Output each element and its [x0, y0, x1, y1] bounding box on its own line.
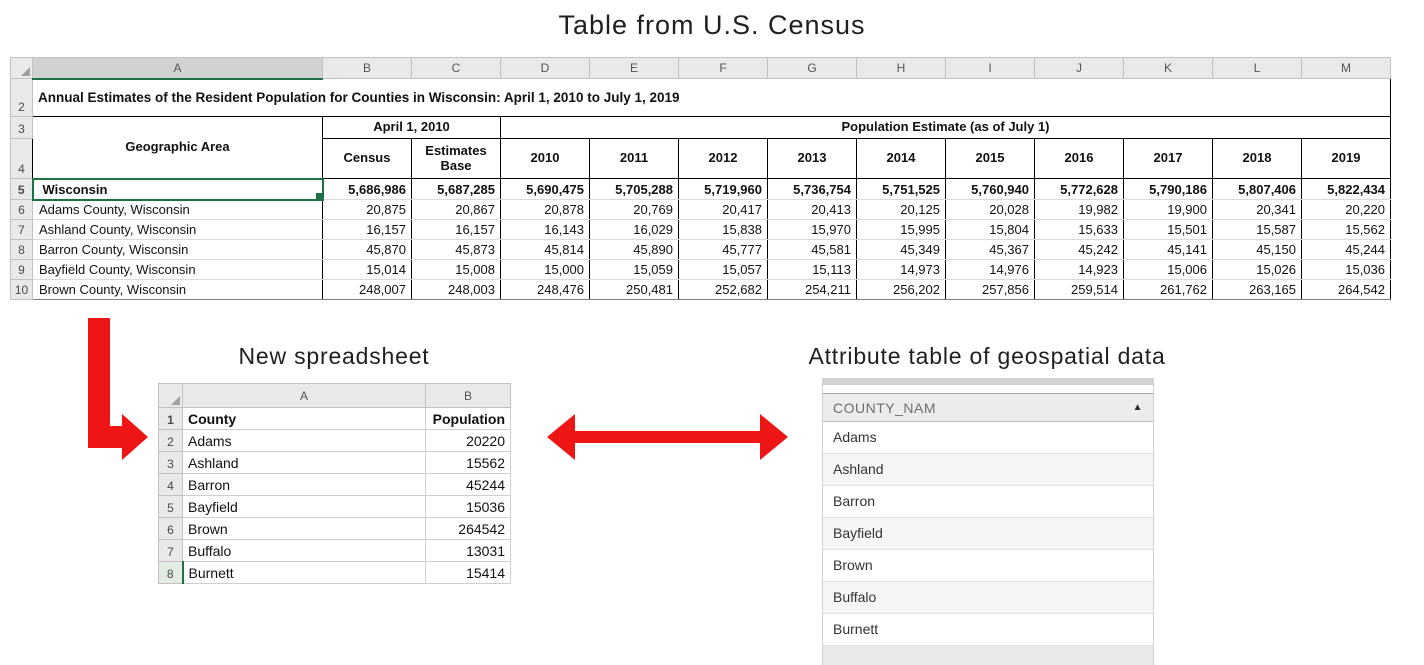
cell[interactable]: County [183, 408, 426, 430]
column-header-label: COUNTY_NAM [833, 399, 937, 416]
list-item-buffalo[interactable]: Buffalo [823, 582, 1153, 614]
table-row-barron [11, 240, 1391, 260]
cell[interactable]: 45,873 [412, 240, 501, 260]
cell[interactable]: 248,007 [323, 280, 412, 300]
row-number[interactable]: 6 [159, 518, 183, 540]
table-row-bayfield [159, 496, 511, 518]
column-header-A[interactable]: A [183, 384, 426, 408]
row-number[interactable]: 4 [159, 474, 183, 496]
cell[interactable]: 5,719,960 [679, 179, 768, 200]
cell[interactable]: 45,242 [1035, 240, 1124, 260]
selected-cell-wisconsin[interactable] [33, 179, 323, 200]
cell[interactable]: 15,026 [1213, 260, 1302, 280]
cell[interactable]: 45,244 [1302, 240, 1391, 260]
select-all-corner[interactable] [159, 384, 183, 408]
cell[interactable]: 5,760,940 [946, 179, 1035, 200]
table-row-wisconsin [11, 179, 1391, 200]
row-number[interactable]: 2 [11, 79, 33, 117]
cell[interactable]: 20220 [426, 430, 511, 452]
column-header-C[interactable]: C [412, 58, 501, 79]
table-row-bayfield [11, 260, 1391, 280]
cell[interactable]: 16,143 [501, 220, 590, 240]
census-title-row [11, 79, 1391, 117]
new-spreadsheet-title: New spreadsheet [238, 343, 430, 369]
column-header-K[interactable]: K [1124, 58, 1213, 79]
new-spreadsheet-table [158, 383, 511, 584]
year-header-cell[interactable]: 2014 [857, 139, 946, 179]
cell[interactable]: 5,751,525 [857, 179, 946, 200]
flow-arrow-down-right [82, 318, 157, 465]
cell[interactable]: 20,341 [1213, 200, 1302, 220]
year-header-cell[interactable]: 2012 [679, 139, 768, 179]
census-caption-cell[interactable]: Annual Estimates of the Resident Population for Counties in Wisconsin: April 1, 2010 to July 1, 2019 [33, 79, 1391, 117]
cell[interactable]: Barron County, Wisconsin [33, 240, 323, 260]
cell[interactable]: 15036 [426, 496, 511, 518]
table-row-brown [159, 518, 511, 540]
cell[interactable]: 5,687,285 [412, 179, 501, 200]
cell[interactable]: 20,220 [1302, 200, 1391, 220]
county-nam-column-header[interactable] [823, 393, 1153, 422]
cell[interactable]: 15562 [426, 452, 511, 474]
cell[interactable]: 256,202 [857, 280, 946, 300]
cell[interactable]: 264542 [426, 518, 511, 540]
cell[interactable]: 14,973 [857, 260, 946, 280]
spreadsheet-column-header-row [159, 384, 511, 408]
cell[interactable]: 20,413 [768, 200, 857, 220]
cell[interactable]: Ashland [183, 452, 426, 474]
cell[interactable]: 15,995 [857, 220, 946, 240]
row-number[interactable]: 4 [11, 139, 33, 179]
cell[interactable]: 20,875 [323, 200, 412, 220]
sort-ascending-icon[interactable]: ▲ [1132, 402, 1143, 413]
cell[interactable]: 250,481 [590, 280, 679, 300]
list-item-burnett[interactable]: Burnett [823, 614, 1153, 646]
cell[interactable]: 20,878 [501, 200, 590, 220]
cell[interactable]: Barron [183, 474, 426, 496]
row-number[interactable]: 1 [159, 408, 183, 430]
year-header-cell[interactable]: 2010 [501, 139, 590, 179]
cell[interactable]: Bayfield County, Wisconsin [33, 260, 323, 280]
cell[interactable]: Brown [183, 518, 426, 540]
cell[interactable]: 5,705,288 [590, 179, 679, 200]
list-item-ashland[interactable]: Ashland [823, 454, 1153, 486]
cell[interactable]: 45244 [426, 474, 511, 496]
cell[interactable]: 5,790,186 [1124, 179, 1213, 200]
cell[interactable]: 263,165 [1213, 280, 1302, 300]
column-header-D[interactable]: D [501, 58, 590, 79]
year-header-cell[interactable]: 2019 [1302, 139, 1391, 179]
attribute-table-title: Attribute table of geospatial data [808, 343, 1166, 369]
cell[interactable]: 248,476 [501, 280, 590, 300]
cell[interactable]: 13031 [426, 540, 511, 562]
row-number[interactable]: 3 [11, 117, 33, 139]
cell[interactable]: 15,113 [768, 260, 857, 280]
cell[interactable]: 15,014 [323, 260, 412, 280]
select-all-triangle-icon [21, 67, 30, 76]
attribute-panel-gap [823, 385, 1153, 393]
cell[interactable]: 264,542 [1302, 280, 1391, 300]
cell[interactable]: 14,976 [946, 260, 1035, 280]
year-header-cell[interactable]: 2016 [1035, 139, 1124, 179]
cell[interactable]: 16,157 [323, 220, 412, 240]
cell[interactable]: 16,157 [412, 220, 501, 240]
table-row-burnett [159, 562, 511, 584]
estimates-base-header-cell[interactable]: Estimates Base [412, 139, 501, 179]
cell[interactable]: 15,970 [768, 220, 857, 240]
list-item-brown[interactable]: Brown [823, 550, 1153, 582]
table-row-brown [11, 280, 1391, 300]
census-header-cell[interactable]: Census [323, 139, 412, 179]
table-row-buffalo [159, 540, 511, 562]
cell[interactable]: 45,814 [501, 240, 590, 260]
table-row-barron [159, 474, 511, 496]
column-header-G[interactable]: G [768, 58, 857, 79]
cell[interactable]: 19,982 [1035, 200, 1124, 220]
year-header-cell[interactable]: 2017 [1124, 139, 1213, 179]
cell[interactable]: Adams County, Wisconsin [33, 200, 323, 220]
row-number[interactable]: 8 [159, 562, 183, 584]
row-number[interactable]: 6 [11, 200, 33, 220]
population-estimate-header-cell[interactable]: Population Estimate (as of July 1) [501, 117, 1391, 139]
table-row-ashland [11, 220, 1391, 240]
cell[interactable]: 15,838 [679, 220, 768, 240]
cell[interactable]: 5,822,434 [1302, 179, 1391, 200]
cell[interactable]: 261,762 [1124, 280, 1213, 300]
cell[interactable]: 5,690,475 [501, 179, 590, 200]
row-number[interactable]: 3 [159, 452, 183, 474]
cell[interactable]: 5,772,628 [1035, 179, 1124, 200]
census-column-header-row [11, 58, 1391, 79]
cell[interactable]: Ashland County, Wisconsin [33, 220, 323, 240]
cell[interactable]: 20,417 [679, 200, 768, 220]
cell[interactable]: Buffalo [183, 540, 426, 562]
cell[interactable]: 20,769 [590, 200, 679, 220]
year-header-cell[interactable]: 2015 [946, 139, 1035, 179]
table-row-adams [11, 200, 1391, 220]
cell[interactable]: 15,036 [1302, 260, 1391, 280]
row-number[interactable]: 2 [159, 430, 183, 452]
cell[interactable]: Brown County, Wisconsin [33, 280, 323, 300]
row-number[interactable]: 9 [11, 260, 33, 280]
list-item-bayfield[interactable]: Bayfield [823, 518, 1153, 550]
column-header-L[interactable]: L [1213, 58, 1302, 79]
census-table [10, 57, 1391, 300]
column-header-M[interactable]: M [1302, 58, 1391, 79]
geographic-area-header-cell[interactable]: Geographic Area [33, 117, 323, 179]
list-item-adams[interactable]: Adams [823, 422, 1153, 454]
cell[interactable]: 15,501 [1124, 220, 1213, 240]
row-number[interactable]: 10 [11, 280, 33, 300]
cell[interactable]: Burnett [183, 562, 426, 584]
year-header-cell[interactable]: 2018 [1213, 139, 1302, 179]
column-header-E[interactable]: E [590, 58, 679, 79]
row-number[interactable]: 7 [11, 220, 33, 240]
column-header-I[interactable]: I [946, 58, 1035, 79]
double-arrow [545, 412, 790, 462]
cell[interactable]: 15,057 [679, 260, 768, 280]
cell-text: Wisconsin [42, 181, 108, 197]
cell[interactable]: 20,125 [857, 200, 946, 220]
cell[interactable]: 259,514 [1035, 280, 1124, 300]
column-header-F[interactable]: F [679, 58, 768, 79]
cell[interactable]: 5,807,406 [1213, 179, 1302, 200]
attribute-panel-footer [823, 646, 1153, 665]
cell[interactable]: 15,587 [1213, 220, 1302, 240]
cell[interactable]: 5,736,754 [768, 179, 857, 200]
cell[interactable]: 20,028 [946, 200, 1035, 220]
cell[interactable]: Adams [183, 430, 426, 452]
list-item-barron[interactable]: Barron [823, 486, 1153, 518]
census-group-header-row [11, 117, 1391, 139]
april-2010-header-cell[interactable]: April 1, 2010 [323, 117, 501, 139]
cell[interactable]: 15,059 [590, 260, 679, 280]
cell[interactable]: 45,870 [323, 240, 412, 260]
cell[interactable]: 45,581 [768, 240, 857, 260]
cell[interactable]: 45,150 [1213, 240, 1302, 260]
cell[interactable]: 257,856 [946, 280, 1035, 300]
row-number[interactable]: 8 [11, 240, 33, 260]
cell[interactable]: 15414 [426, 562, 511, 584]
column-header-B[interactable]: B [323, 58, 412, 79]
cell[interactable]: 15,006 [1124, 260, 1213, 280]
cell[interactable]: 45,890 [590, 240, 679, 260]
cell[interactable]: 252,682 [679, 280, 768, 300]
cell[interactable]: 15,804 [946, 220, 1035, 240]
cell[interactable]: 16,029 [590, 220, 679, 240]
row-number[interactable]: 5 [159, 496, 183, 518]
cell[interactable]: 45,777 [679, 240, 768, 260]
table-row-header [159, 408, 511, 430]
cell[interactable]: 14,923 [1035, 260, 1124, 280]
cell[interactable]: 45,141 [1124, 240, 1213, 260]
figure-title: Table from U.S. Census [558, 10, 866, 40]
cell[interactable]: 15,633 [1035, 220, 1124, 240]
cell[interactable]: 5,686,986 [323, 179, 412, 200]
table-row-ashland [159, 452, 511, 474]
cell[interactable]: Population [426, 408, 511, 430]
attribute-panel-top-bar [823, 378, 1153, 385]
cell[interactable]: Bayfield [183, 496, 426, 518]
column-header-B[interactable]: B [426, 384, 511, 408]
cell[interactable]: 45,367 [946, 240, 1035, 260]
cell[interactable]: 254,211 [768, 280, 857, 300]
attribute-table-panel [822, 378, 1154, 665]
select-all-triangle-icon [171, 396, 180, 405]
cell[interactable]: 20,867 [412, 200, 501, 220]
select-all-corner[interactable] [11, 58, 33, 79]
year-header-cell[interactable]: 2011 [590, 139, 679, 179]
row-number[interactable]: 7 [159, 540, 183, 562]
table-row-adams [159, 430, 511, 452]
year-header-cell[interactable]: 2013 [768, 139, 857, 179]
cell[interactable]: 19,900 [1124, 200, 1213, 220]
cell[interactable]: 45,349 [857, 240, 946, 260]
column-header-A[interactable]: A [33, 58, 323, 79]
column-header-J[interactable]: J [1035, 58, 1124, 79]
cell[interactable]: 15,008 [412, 260, 501, 280]
cell[interactable]: 15,000 [501, 260, 590, 280]
cell[interactable]: 248,003 [412, 280, 501, 300]
cell[interactable]: 15,562 [1302, 220, 1391, 240]
column-header-H[interactable]: H [857, 58, 946, 79]
row-number[interactable]: 5 [11, 179, 33, 200]
fill-handle[interactable] [315, 192, 323, 200]
